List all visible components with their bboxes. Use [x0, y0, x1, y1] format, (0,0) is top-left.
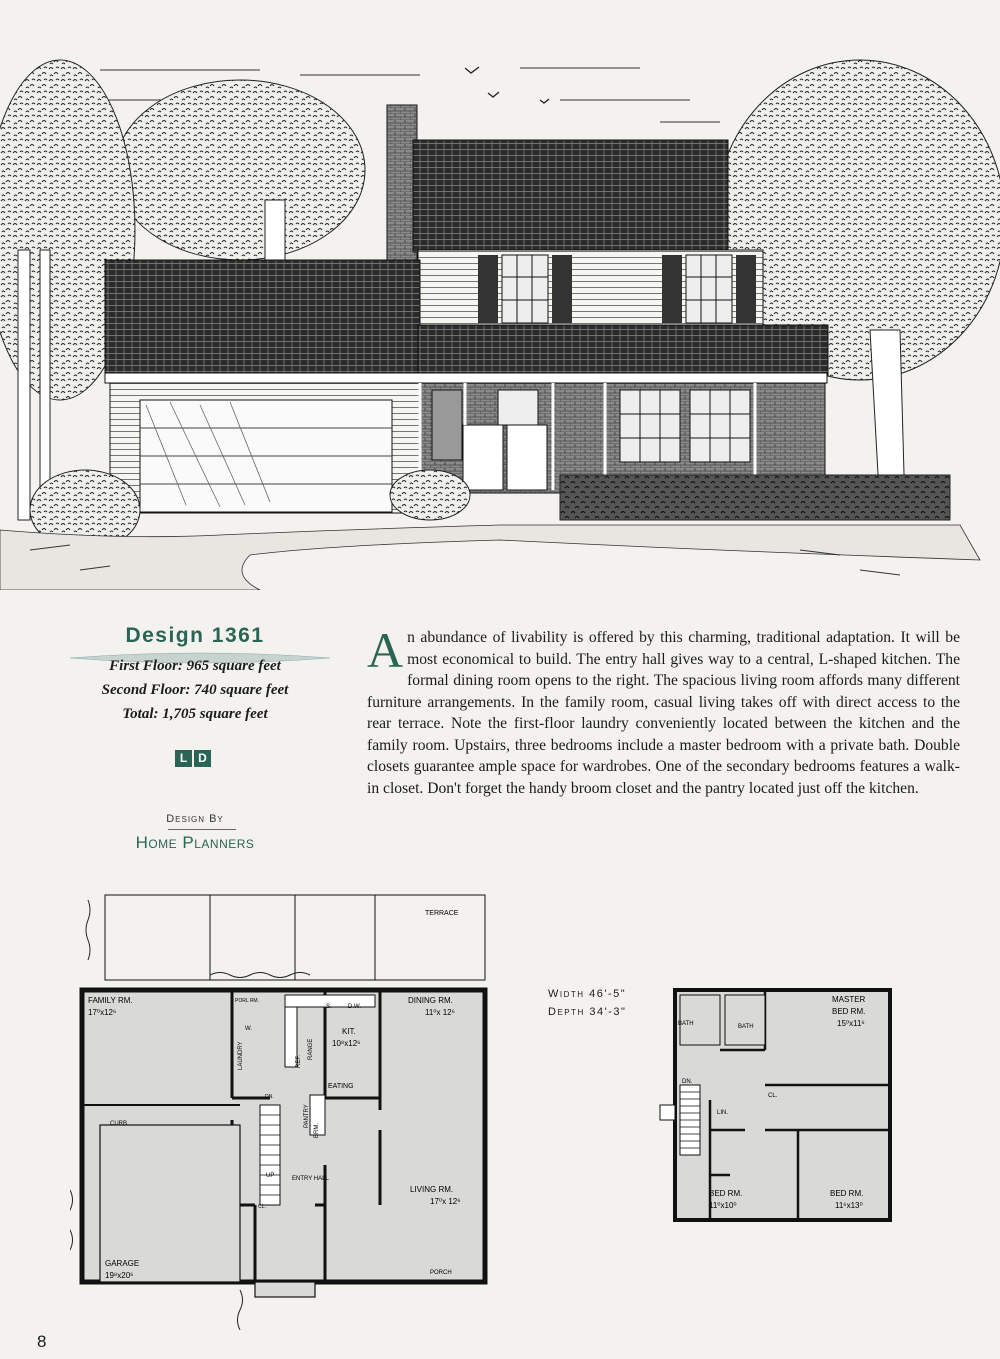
closet-label-2: CL.: [768, 1093, 778, 1099]
washer-label: W.: [245, 1026, 252, 1032]
eating-label: EATING: [328, 1083, 354, 1090]
family-room-size: 17⁰x12⁶: [88, 1008, 117, 1017]
width-dimension: Width 46'-5": [548, 988, 627, 1000]
powder-room-label: PORL RM.: [235, 998, 259, 1004]
total-area: Total: 1,705 square feet: [122, 706, 268, 722]
design-title: Design 1361: [125, 624, 265, 647]
bath-label-2: BATH: [738, 1024, 754, 1030]
second-floor-plan: [650, 980, 900, 1225]
designer-name: Home Planners: [135, 833, 255, 852]
first-floor-area: First Floor: 965 square feet: [109, 658, 281, 674]
garage-label: GARAGE: [105, 1259, 140, 1268]
bedroom-1-label: BED RM.: [709, 1189, 743, 1198]
garage-size: 19⁸x20⁶: [105, 1271, 134, 1280]
house-illustration: [0, 30, 1000, 590]
dining-room-size: 11⁰x 12⁶: [425, 1008, 455, 1017]
family-room-label: FAMILY RM.: [88, 996, 133, 1005]
bedroom-1-size: 11⁰x10⁰: [709, 1201, 737, 1210]
description-paragraph: [367, 622, 960, 799]
porch-label: PORCH: [430, 1270, 452, 1276]
curb-label: CURB: [110, 1121, 128, 1127]
kitchen-size: 10⁸x12⁶: [332, 1039, 361, 1048]
kitchen-label: KIT.: [342, 1027, 356, 1036]
laundry-label: LAUNDRY: [238, 1041, 244, 1070]
drop-cap: A: [367, 622, 404, 678]
sink-label: S.: [326, 1004, 332, 1010]
design-by-divider: [168, 829, 236, 830]
closet-label: CL.: [258, 1204, 266, 1210]
broom-closet-label: BRM.: [314, 1123, 320, 1138]
bedroom-2-size: 11⁶x13⁰: [835, 1201, 863, 1210]
first-floor-plan: [70, 890, 500, 1330]
range-label: RANGE: [308, 1038, 314, 1060]
master-bedroom-label: BED RM.: [832, 1007, 866, 1016]
stairs-up-label: UP: [266, 1173, 275, 1179]
stairs-down-label: DN.: [265, 1094, 274, 1100]
badge-d: D: [194, 750, 211, 767]
ref-label: REF.: [296, 1054, 302, 1068]
bath-label-1: BATH: [678, 1021, 694, 1027]
stairs-down-label-2: DN.: [682, 1079, 693, 1085]
pantry-label: PANTRY: [304, 1104, 310, 1128]
feature-badges: [175, 750, 211, 767]
linen-label: LIN.: [717, 1110, 729, 1116]
master-bedroom-size: 15⁰x11⁶: [837, 1019, 865, 1028]
design-by-label: Design By: [166, 813, 224, 825]
depth-dimension: Depth 34'-3": [548, 1006, 627, 1018]
master-label: MASTER: [832, 995, 866, 1004]
living-room-label: LIVING RM.: [410, 1185, 454, 1194]
page-number: 8: [37, 1332, 47, 1351]
second-floor-area: Second Floor: 740 square feet: [101, 682, 289, 698]
bedroom-2-label: BED RM.: [830, 1189, 864, 1198]
dishwasher-label: D.W.: [348, 1004, 361, 1010]
terrace-label: TERRACE: [425, 910, 459, 917]
badge-l: L: [175, 750, 192, 767]
dining-room-label: DINING RM.: [408, 996, 453, 1005]
entry-hall-label: ENTRY HALL: [292, 1176, 329, 1182]
description-text: n abundance of livability is offered by this charming, traditional adaptation. It will be most economical to build. The entry hall gives way to a central, L-shaped kitchen. The formal dining room opens to the right. The spacious living room affords many different furniture arrangements. In the family room, casual living takes off with direct access to the rear terrace. Note the first-floor laundry conveniently located between the kitchen and the family room. Upstairs, three bedrooms include a master bedroom with a private bath. Double closets guarantee ample space for wardrobes. One of the secondary bedrooms features a walk-in closet. Don't forget the handy broom closet and the pantry located just off the kitchen.: [367, 629, 960, 797]
living-room-size: 17⁰x 12⁶: [430, 1197, 461, 1206]
